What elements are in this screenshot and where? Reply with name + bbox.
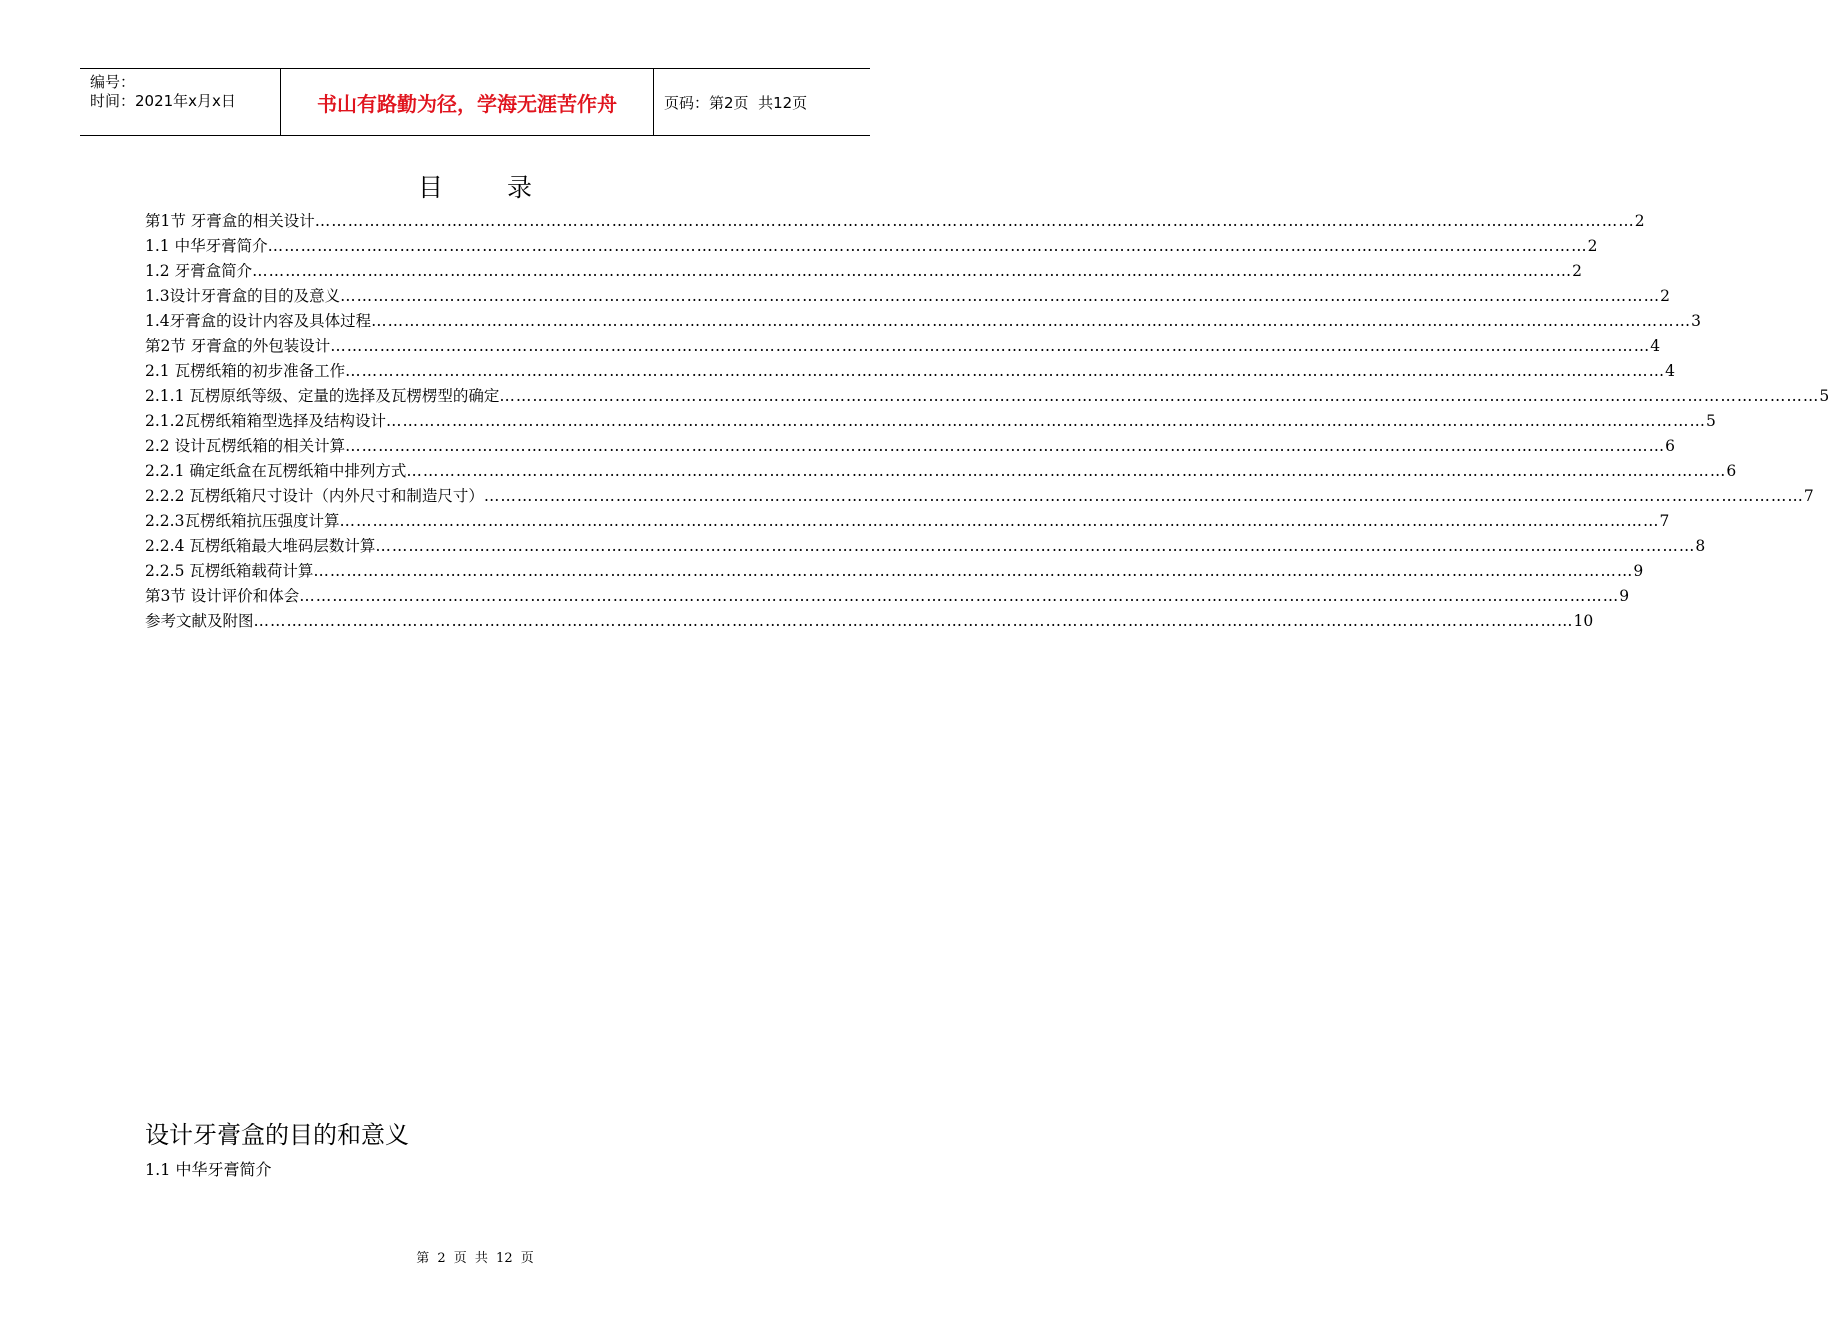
- toc-entry-title: 参考文献及附图: [145, 612, 254, 630]
- page-footer: 第 2 页 共 12 页: [416, 1251, 534, 1266]
- toc-entry-page: 9: [1633, 562, 1644, 580]
- toc-leader-dots: ……………………………………………………………………………………………………………………………………………………………………………………………………………………: [313, 562, 1634, 580]
- toc-entry[interactable]: [145, 309, 1702, 334]
- toc-entry[interactable]: [145, 609, 1594, 634]
- page-header: [80, 68, 870, 136]
- toc-entry[interactable]: [145, 534, 1706, 559]
- toc-entry-page: 5: [1819, 387, 1829, 405]
- toc-entry-page: 3: [1691, 312, 1702, 330]
- toc-entry-page: 7: [1803, 487, 1814, 505]
- toc-entry-page: 9: [1619, 587, 1630, 605]
- toc-entry-title: 2.2.3瓦楞纸箱抗压强度计算: [145, 512, 340, 530]
- table-of-contents: [145, 209, 1829, 634]
- toc-entry-title: 2.2.5 瓦楞纸箱载荷计算: [145, 562, 314, 580]
- toc-title: 目 录: [418, 173, 560, 202]
- toc-entry-title: 2.2 设计瓦楞纸箱的相关计算: [145, 437, 346, 455]
- section-heading: 设计牙膏盒的目的和意义: [145, 1121, 409, 1149]
- toc-entry-title: 1.4牙膏盒的设计内容及具体过程: [145, 312, 372, 330]
- toc-entry-title: 2.1 瓦楞纸箱的初步准备工作: [145, 362, 346, 380]
- toc-entry[interactable]: [145, 459, 1737, 484]
- toc-leader-dots: ……………………………………………………………………………………………………………………………………………………………………………………………………………………: [406, 462, 1727, 480]
- toc-entry-title: 2.2.2 瓦楞纸箱尺寸设计（内外尺寸和制造尺寸）: [145, 487, 484, 505]
- toc-entry-page: 2: [1660, 287, 1671, 305]
- document-number-label: 编号：: [90, 73, 136, 91]
- toc-entry[interactable]: [145, 209, 1645, 234]
- toc-entry-title: 第3节 设计评价和体会: [145, 587, 300, 605]
- toc-entry-page: 2: [1572, 262, 1582, 280]
- toc-entry-title: 第1节 牙膏盒的相关设计: [145, 212, 315, 230]
- toc-entry-title: 2.1.1 瓦楞原纸等级、定量的选择及瓦楞楞型的确定: [145, 387, 500, 405]
- toc-entry[interactable]: [145, 234, 1598, 259]
- header-motto-cell: [281, 69, 654, 135]
- toc-leader-dots: ……………………………………………………………………………………………………………………………………………………………………………………………………………………: [345, 437, 1666, 455]
- toc-leader-dots: ……………………………………………………………………………………………………………………………………………………………………………………………………………………: [299, 587, 1620, 605]
- toc-leader-dots: ……………………………………………………………………………………………………………………………………………………………………………………………………………………: [375, 537, 1696, 555]
- toc-entry-page: 5: [1705, 412, 1716, 430]
- toc-entry[interactable]: [145, 359, 1675, 384]
- toc-entry-title: 2.1.2瓦楞纸箱箱型选择及结构设计: [145, 412, 386, 430]
- toc-entry-page: 8: [1695, 537, 1706, 555]
- header-motto: 书山有路勤为径，学海无涯苦作舟: [317, 91, 617, 116]
- toc-leader-dots: ……………………………………………………………………………………………………………………………………………………………………………………………………………………: [267, 237, 1588, 255]
- toc-leader-dots: ……………………………………………………………………………………………………………………………………………………………………………………………………………………: [371, 312, 1692, 330]
- toc-leader-dots: ……………………………………………………………………………………………………………………………………………………………………………………………………………………: [252, 262, 1573, 280]
- toc-entry-page: 2: [1587, 237, 1598, 255]
- document-date: 时间：2021年x月x日: [90, 92, 236, 110]
- toc-entry[interactable]: [145, 484, 1814, 509]
- toc-entry-title: 2.2.1 确定纸盒在瓦楞纸箱中排列方式: [145, 462, 407, 480]
- subsection-heading: 1.1 中华牙膏简介: [145, 1160, 272, 1179]
- toc-entry-title: 1.1 中华牙膏简介: [145, 237, 268, 255]
- toc-entry-title: 第2节 牙膏盒的外包装设计: [145, 337, 331, 355]
- toc-entry-page: 7: [1659, 512, 1670, 530]
- toc-entry-page: 6: [1665, 437, 1675, 455]
- toc-entry-page: 6: [1726, 462, 1737, 480]
- toc-entry-page: 10: [1573, 612, 1594, 630]
- toc-leader-dots: ……………………………………………………………………………………………………………………………………………………………………………………………………………………: [330, 337, 1651, 355]
- toc-entry-title: 1.2 牙膏盒简介: [145, 262, 253, 280]
- toc-entry[interactable]: [145, 259, 1582, 284]
- toc-entry[interactable]: [145, 409, 1716, 434]
- toc-entry[interactable]: [145, 509, 1670, 534]
- header-meta-cell: [80, 69, 281, 135]
- toc-entry-title: 2.2.4 瓦楞纸箱最大堆码层数计算: [145, 537, 376, 555]
- toc-entry[interactable]: [145, 434, 1675, 459]
- toc-leader-dots: ……………………………………………………………………………………………………………………………………………………………………………………………………………………: [339, 512, 1660, 530]
- toc-leader-dots: ……………………………………………………………………………………………………………………………………………………………………………………………………………………: [314, 212, 1635, 230]
- toc-entry[interactable]: [145, 384, 1829, 409]
- toc-entry[interactable]: [145, 584, 1630, 609]
- toc-entry[interactable]: [145, 559, 1644, 584]
- toc-entry-page: 4: [1650, 337, 1661, 355]
- toc-entry[interactable]: [145, 334, 1661, 359]
- toc-leader-dots: ……………………………………………………………………………………………………………………………………………………………………………………………………………………: [483, 487, 1804, 505]
- toc-entry[interactable]: [145, 284, 1671, 309]
- header-page-info: 页码：第2页 共12页: [664, 93, 808, 112]
- toc-entry-page: 2: [1634, 212, 1645, 230]
- toc-leader-dots: ……………………………………………………………………………………………………………………………………………………………………………………………………………………: [340, 287, 1661, 305]
- toc-leader-dots: ……………………………………………………………………………………………………………………………………………………………………………………………………………………: [499, 387, 1820, 405]
- toc-leader-dots: ……………………………………………………………………………………………………………………………………………………………………………………………………………………: [345, 362, 1666, 380]
- toc-leader-dots: ……………………………………………………………………………………………………………………………………………………………………………………………………………………: [385, 412, 1706, 430]
- toc-leader-dots: ……………………………………………………………………………………………………………………………………………………………………………………………………………………: [253, 612, 1574, 630]
- toc-entry-title: 1.3设计牙膏盒的目的及意义: [145, 287, 341, 305]
- toc-entry-page: 4: [1665, 362, 1675, 380]
